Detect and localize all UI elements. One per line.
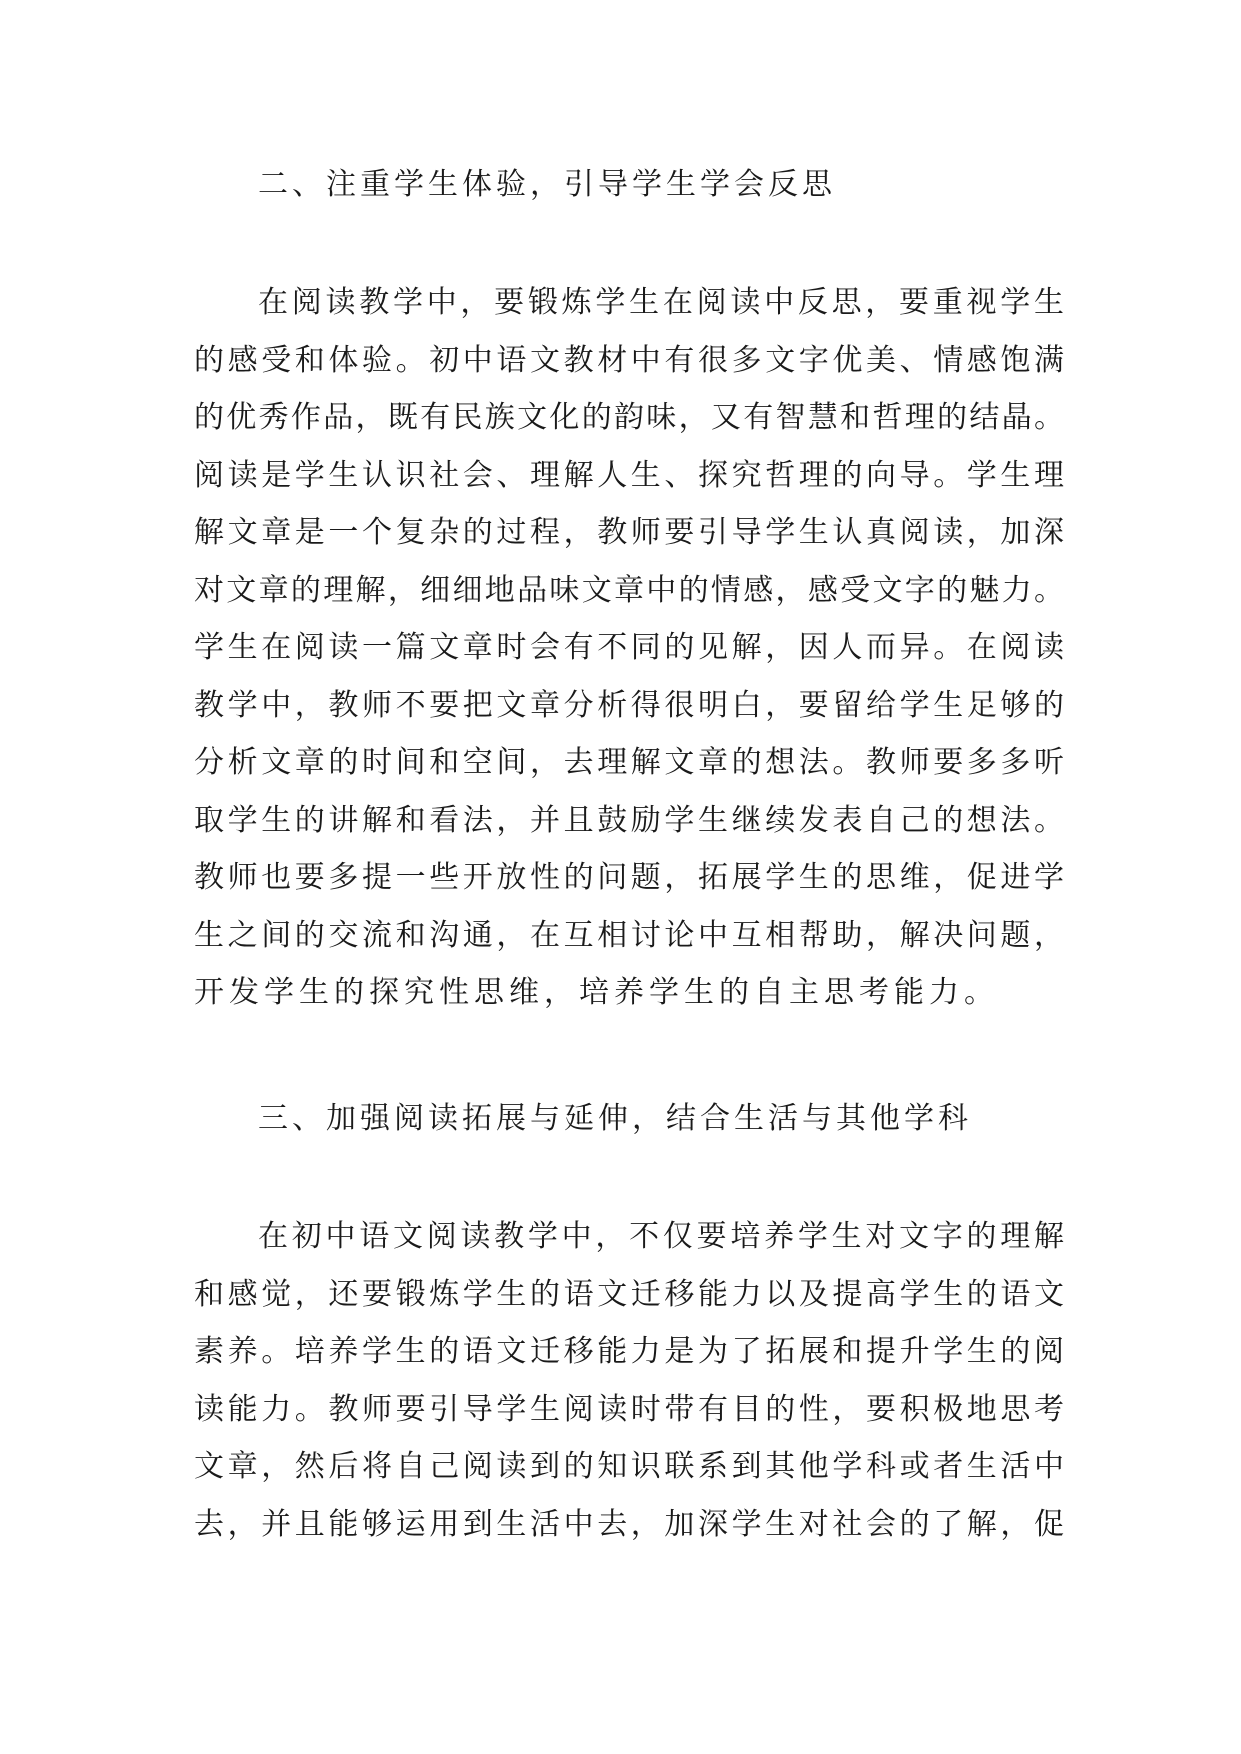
- text-line: 教学中，教师不要把文章分析得很明白，要留给学生足够的: [194, 687, 1064, 723]
- text-line: 的感受和体验。初中语文教材中有很多文字优美、情感饱满: [194, 342, 1064, 378]
- text-line: 分析文章的时间和空间，去理解文章的想法。教师要多多听: [194, 745, 1064, 780]
- text-line: 文章，然后将自己阅读到的知识联系到其他学科或者生活中: [194, 1449, 1064, 1484]
- text-line: 和感觉，还要锻炼学生的语文迁移能力以及提高学生的语文: [194, 1276, 1064, 1312]
- section-heading-2: 二、注重学生体验，引导学生学会反思: [258, 167, 836, 202]
- text-line: 读能力。教师要引导学生阅读时带有目的性，要积极地思考: [194, 1391, 1064, 1427]
- text-line: 对文章的理解，细细地品味文章中的情感，感受文字的魅力。: [194, 572, 1064, 608]
- text-line: 在阅读教学中，要锻炼学生在阅读中反思，要重视学生: [258, 285, 1064, 320]
- text-line: 取学生的讲解和看法，并且鼓励学生继续发表自己的想法。: [194, 802, 1064, 838]
- text-line: 的优秀作品，既有民族文化的韵味，又有智慧和哲理的结晶。: [194, 400, 1064, 435]
- text-line: 教师也要多提一些开放性的问题，拓展学生的思维，促进学: [194, 860, 1064, 895]
- text-line: 去，并且能够运用到生活中去，加深学生对社会的了解，促: [194, 1506, 1064, 1542]
- text-line: 开发学生的探究性思维，培养学生的自主思考能力。: [194, 975, 999, 1010]
- text-line: 在初中语文阅读教学中，不仅要培养学生对文字的理解: [258, 1219, 1064, 1254]
- text-line: 阅读是学生认识社会、理解人生、探究哲理的向导。学生理: [194, 457, 1064, 493]
- text-line: 素养。培养学生的语文迁移能力是为了拓展和提升学生的阅: [194, 1334, 1064, 1369]
- text-line: 生之间的交流和沟通，在互相讨论中互相帮助，解决问题，: [194, 917, 1064, 953]
- paragraph-section-3: [194, 1208, 1064, 1553]
- section-heading-3: 三、加强阅读拓展与延伸，结合生活与其他学科: [258, 1101, 972, 1136]
- text-line: 解文章是一个复杂的过程，教师要引导学生认真阅读，加深: [194, 515, 1064, 550]
- paragraph-section-2: [194, 274, 1064, 1022]
- text-line: 学生在阅读一篇文章时会有不同的见解，因人而异。在阅读: [194, 630, 1064, 665]
